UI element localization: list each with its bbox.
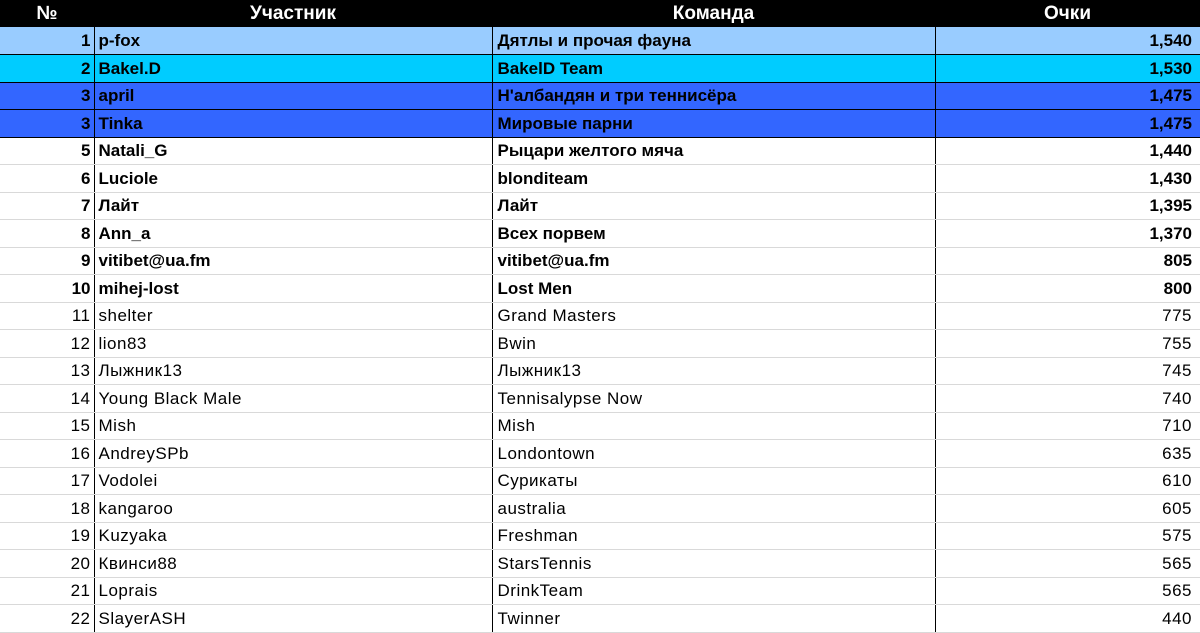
points-cell: 805 xyxy=(935,247,1200,275)
table-row xyxy=(0,577,1200,605)
rank-cell: 12 xyxy=(0,330,94,358)
rank-cell: 5 xyxy=(0,137,94,165)
table-body xyxy=(0,27,1200,632)
team-cell: Lost Men xyxy=(492,275,935,303)
table-row xyxy=(0,247,1200,275)
team-cell: Tennisalypse Now xyxy=(492,385,935,413)
participant-cell: april xyxy=(94,82,492,110)
points-cell: 1,475 xyxy=(935,82,1200,110)
table-row xyxy=(0,275,1200,303)
rank-cell: 21 xyxy=(0,577,94,605)
table-row xyxy=(0,165,1200,193)
team-cell: Н'албандян и три теннисёра xyxy=(492,82,935,110)
participant-cell: lion83 xyxy=(94,330,492,358)
table-row xyxy=(0,522,1200,550)
table-row xyxy=(0,550,1200,578)
team-cell: Bwin xyxy=(492,330,935,358)
team-cell: australia xyxy=(492,495,935,523)
points-cell: 1,475 xyxy=(935,110,1200,138)
participant-cell: shelter xyxy=(94,302,492,330)
table-row xyxy=(0,495,1200,523)
points-cell: 575 xyxy=(935,522,1200,550)
team-cell: vitibet@ua.fm xyxy=(492,247,935,275)
rank-header: № xyxy=(36,3,58,24)
participant-cell: Loprais xyxy=(94,577,492,605)
points-cell: 610 xyxy=(935,467,1200,495)
table-row xyxy=(0,440,1200,468)
participant-cell: Лайт xyxy=(94,192,492,220)
rank-cell: 20 xyxy=(0,550,94,578)
rank-cell: 17 xyxy=(0,467,94,495)
team-cell: Дятлы и прочая фауна xyxy=(492,27,935,55)
rank-cell: 9 xyxy=(0,247,94,275)
participant-cell: Ann_a xyxy=(94,220,492,248)
points-cell: 800 xyxy=(935,275,1200,303)
team-cell: Grand Masters xyxy=(492,302,935,330)
points-cell: 1,440 xyxy=(935,137,1200,165)
rank-cell: 19 xyxy=(0,522,94,550)
points-cell: 1,370 xyxy=(935,220,1200,248)
points-cell: 565 xyxy=(935,577,1200,605)
team-cell: BakelD Team xyxy=(492,55,935,83)
rank-cell: 8 xyxy=(0,220,94,248)
rank-cell: 3 xyxy=(0,82,94,110)
team-cell: Freshman xyxy=(492,522,935,550)
points-cell: 565 xyxy=(935,550,1200,578)
participant-cell: Kuzyaka xyxy=(94,522,492,550)
points-cell: 1,540 xyxy=(935,27,1200,55)
rank-cell: 15 xyxy=(0,412,94,440)
participant-cell: Natali_G xyxy=(94,137,492,165)
points-cell: 1,430 xyxy=(935,165,1200,193)
participant-cell: Bakel.D xyxy=(94,55,492,83)
participant-cell: AndreySPb xyxy=(94,440,492,468)
table-row xyxy=(0,82,1200,110)
participant-cell: Young Black Male xyxy=(94,385,492,413)
table-row xyxy=(0,385,1200,413)
team-cell: Londontown xyxy=(492,440,935,468)
points-cell: 1,395 xyxy=(935,192,1200,220)
table-row xyxy=(0,467,1200,495)
rank-cell: 11 xyxy=(0,302,94,330)
table-row xyxy=(0,137,1200,165)
points-cell: 745 xyxy=(935,357,1200,385)
participant-cell: p-fox xyxy=(94,27,492,55)
team-cell: DrinkTeam xyxy=(492,577,935,605)
points-cell: 1,530 xyxy=(935,55,1200,83)
points-cell: 605 xyxy=(935,495,1200,523)
team-cell: Рыцари желтого мяча xyxy=(492,137,935,165)
points-cell: 740 xyxy=(935,385,1200,413)
points-cell: 635 xyxy=(935,440,1200,468)
points-header: Очки xyxy=(1044,3,1091,24)
team-cell: Всех порвем xyxy=(492,220,935,248)
team-cell: blonditeam xyxy=(492,165,935,193)
rank-cell: 7 xyxy=(0,192,94,220)
team-cell: Сурикаты xyxy=(492,467,935,495)
team-cell: StarsTennis xyxy=(492,550,935,578)
rank-cell: 18 xyxy=(0,495,94,523)
team-cell: Twinner xyxy=(492,605,935,633)
table-row xyxy=(0,220,1200,248)
table-row xyxy=(0,27,1200,55)
table-row xyxy=(0,302,1200,330)
participant-cell: Квинси88 xyxy=(94,550,492,578)
table-row xyxy=(0,110,1200,138)
participant-header: Участник xyxy=(250,3,336,24)
table-row xyxy=(0,192,1200,220)
rank-cell: 14 xyxy=(0,385,94,413)
participant-cell: Vodolei xyxy=(94,467,492,495)
header-row xyxy=(0,0,1200,27)
points-cell: 775 xyxy=(935,302,1200,330)
table-header xyxy=(0,0,1200,27)
table-row xyxy=(0,330,1200,358)
rank-cell: 1 xyxy=(0,27,94,55)
team-cell: Лайт xyxy=(492,192,935,220)
table-row xyxy=(0,357,1200,385)
points-cell: 440 xyxy=(935,605,1200,633)
participant-cell: Лыжник13 xyxy=(94,357,492,385)
rank-cell: 3 xyxy=(0,110,94,138)
points-cell: 710 xyxy=(935,412,1200,440)
rank-cell: 10 xyxy=(0,275,94,303)
participant-cell: Mish xyxy=(94,412,492,440)
rank-cell: 16 xyxy=(0,440,94,468)
team-cell: Лыжник13 xyxy=(492,357,935,385)
participant-cell: Tinka xyxy=(94,110,492,138)
table-row xyxy=(0,605,1200,633)
participant-cell: vitibet@ua.fm xyxy=(94,247,492,275)
team-header: Команда xyxy=(672,3,755,24)
rank-cell: 22 xyxy=(0,605,94,633)
participant-cell: kangaroo xyxy=(94,495,492,523)
rank-cell: 2 xyxy=(0,55,94,83)
team-cell: Мировые парни xyxy=(492,110,935,138)
participant-cell: Luciole xyxy=(94,165,492,193)
participant-cell: SlayerASH xyxy=(94,605,492,633)
team-cell: Mish xyxy=(492,412,935,440)
table-row xyxy=(0,55,1200,83)
points-cell: 755 xyxy=(935,330,1200,358)
table-row xyxy=(0,412,1200,440)
rank-cell: 6 xyxy=(0,165,94,193)
rank-cell: 13 xyxy=(0,357,94,385)
participant-cell: mihej-lost xyxy=(94,275,492,303)
